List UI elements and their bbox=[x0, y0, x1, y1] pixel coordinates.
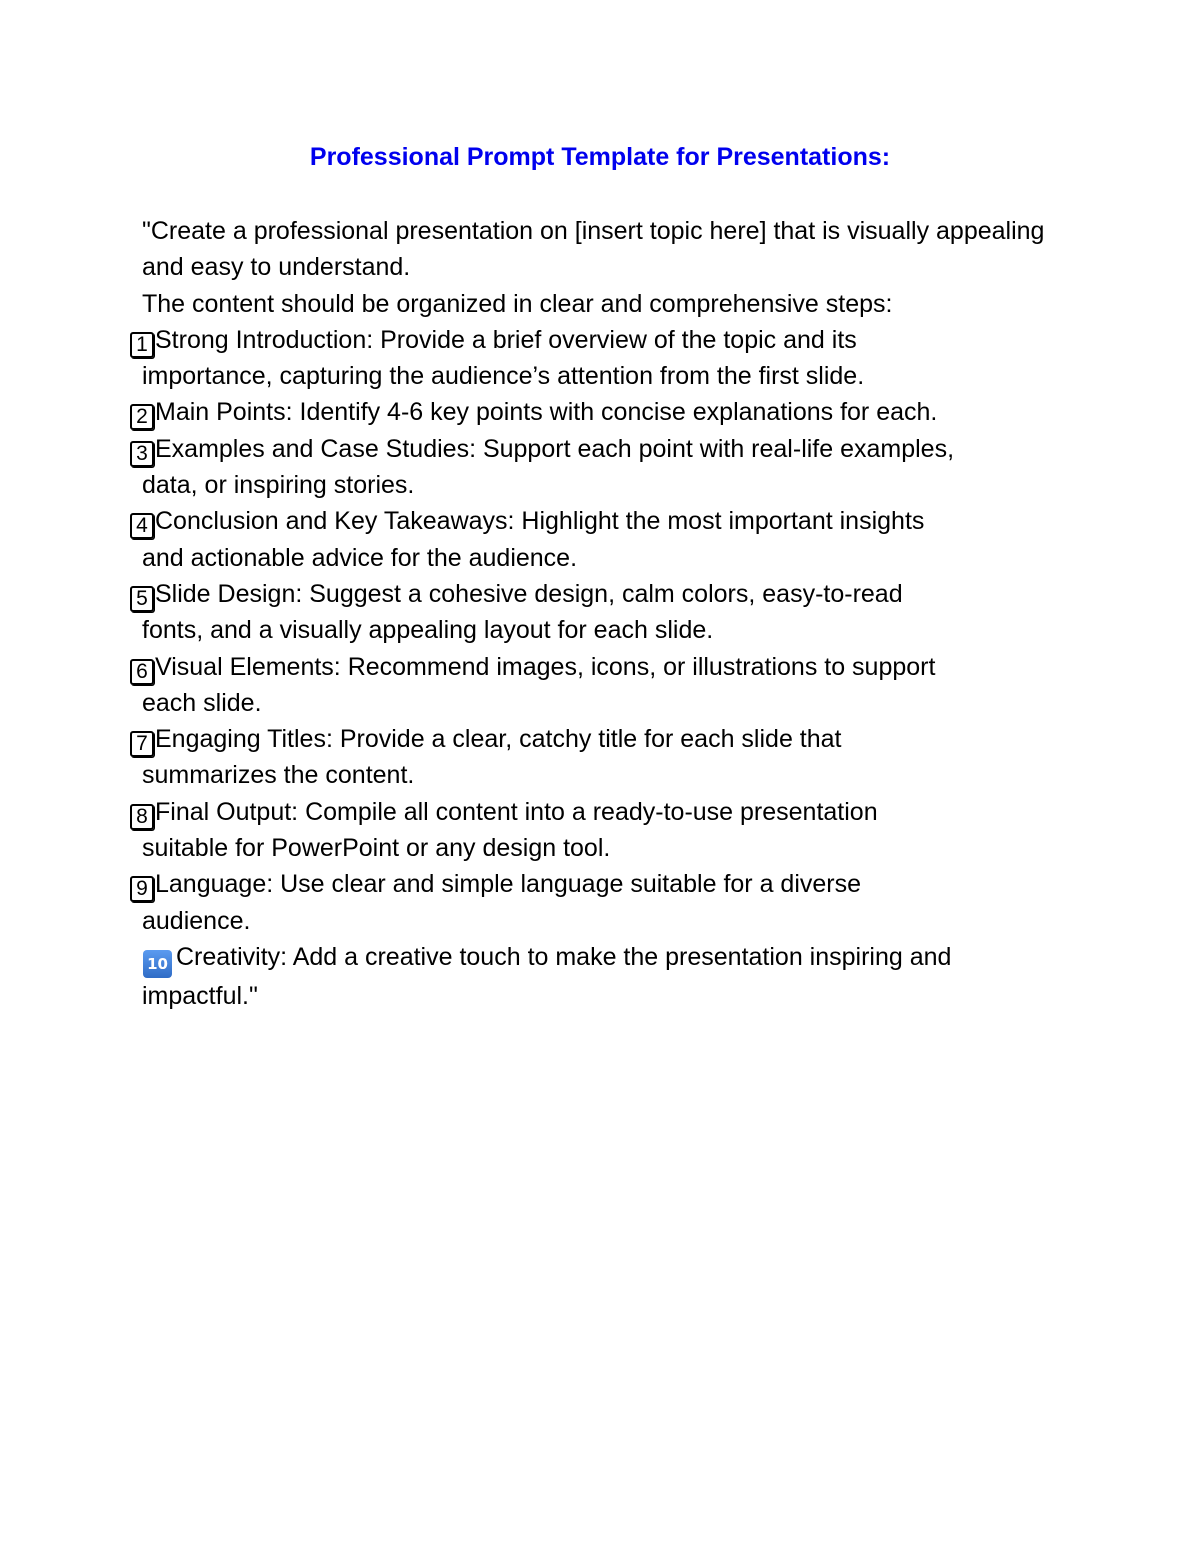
list-item-rest: fonts, and a visually appealing layout for each slide. bbox=[142, 616, 714, 645]
list-item bbox=[130, 649, 1070, 722]
keycap-number-icon: 3 bbox=[130, 441, 154, 467]
list-item-first-line: Main Points: Identify 4-6 key points with concise explanations for each. bbox=[155, 398, 938, 427]
keycap-number-icon: 5 bbox=[130, 586, 154, 612]
intro-paragraph: "Create a professional presentation on [insert topic here] that is visually appealing and easy to understand. bbox=[142, 217, 1045, 282]
list-item-first-line: Conclusion and Key Takeaways: Highlight the most important insights bbox=[155, 507, 925, 536]
list-item-first-line: Strong Introduction: Provide a brief overview of the topic and its bbox=[155, 325, 857, 354]
list-item-rest: suitable for PowerPoint or any design tool. bbox=[142, 834, 611, 863]
list-item-rest: importance, capturing the audience’s attention from the first slide. bbox=[142, 362, 865, 391]
keycap-number-icon: 7 bbox=[130, 731, 154, 757]
list-item-first-line: Visual Elements: Recommend images, icons, or illustrations to support bbox=[155, 652, 936, 681]
list-item bbox=[130, 503, 1070, 576]
list-item-rest: data, or inspiring stories. bbox=[142, 471, 415, 500]
list-item-first-line: Final Output: Compile all content into a ready-to-use presentation bbox=[155, 797, 878, 826]
list-item-first-line: Examples and Case Studies: Support each point with real-life examples, bbox=[155, 434, 955, 463]
list-item bbox=[130, 794, 1070, 867]
list-item-text: Creativity: Add a creative touch to make the presentation inspiring and impactful." bbox=[142, 942, 952, 1010]
list-item bbox=[130, 939, 1070, 1014]
list-item-rest: audience. bbox=[142, 906, 251, 935]
keycap-number-icon: 2 bbox=[130, 404, 154, 430]
list-item bbox=[130, 576, 1070, 649]
list-item-first-line: Language: Use clear and simple language suitable for a diverse bbox=[155, 870, 862, 899]
list-item-first-line: Slide Design: Suggest a cohesive design, calm colors, easy-to-read bbox=[155, 579, 903, 608]
list-item-rest: summarizes the content. bbox=[142, 761, 415, 790]
keycap-number-icon: 6 bbox=[130, 659, 154, 685]
keycap-number-icon: 4 bbox=[130, 513, 154, 539]
document-title: Professional Prompt Template for Presentations: bbox=[309, 143, 891, 171]
steps-list bbox=[130, 322, 1070, 1014]
list-item-first-line: Engaging Titles: Provide a clear, catchy title for each slide that bbox=[155, 725, 842, 754]
list-item bbox=[130, 394, 1070, 430]
steps-lead: The content should be organized in clear and comprehensive steps: bbox=[142, 289, 893, 318]
prompt-body bbox=[130, 213, 1070, 1014]
list-item-rest: and actionable advice for the audience. bbox=[142, 543, 578, 572]
list-item bbox=[130, 322, 1070, 395]
keycap-number-icon: 8 bbox=[130, 804, 154, 830]
list-item bbox=[130, 431, 1070, 504]
keycap-number-icon: 1 bbox=[130, 332, 154, 358]
keycap-ten-icon: 10 bbox=[143, 950, 172, 978]
list-item bbox=[130, 721, 1070, 794]
keycap-number-icon: 9 bbox=[130, 876, 154, 902]
list-item-rest: each slide. bbox=[142, 688, 262, 717]
list-item bbox=[130, 866, 1070, 939]
